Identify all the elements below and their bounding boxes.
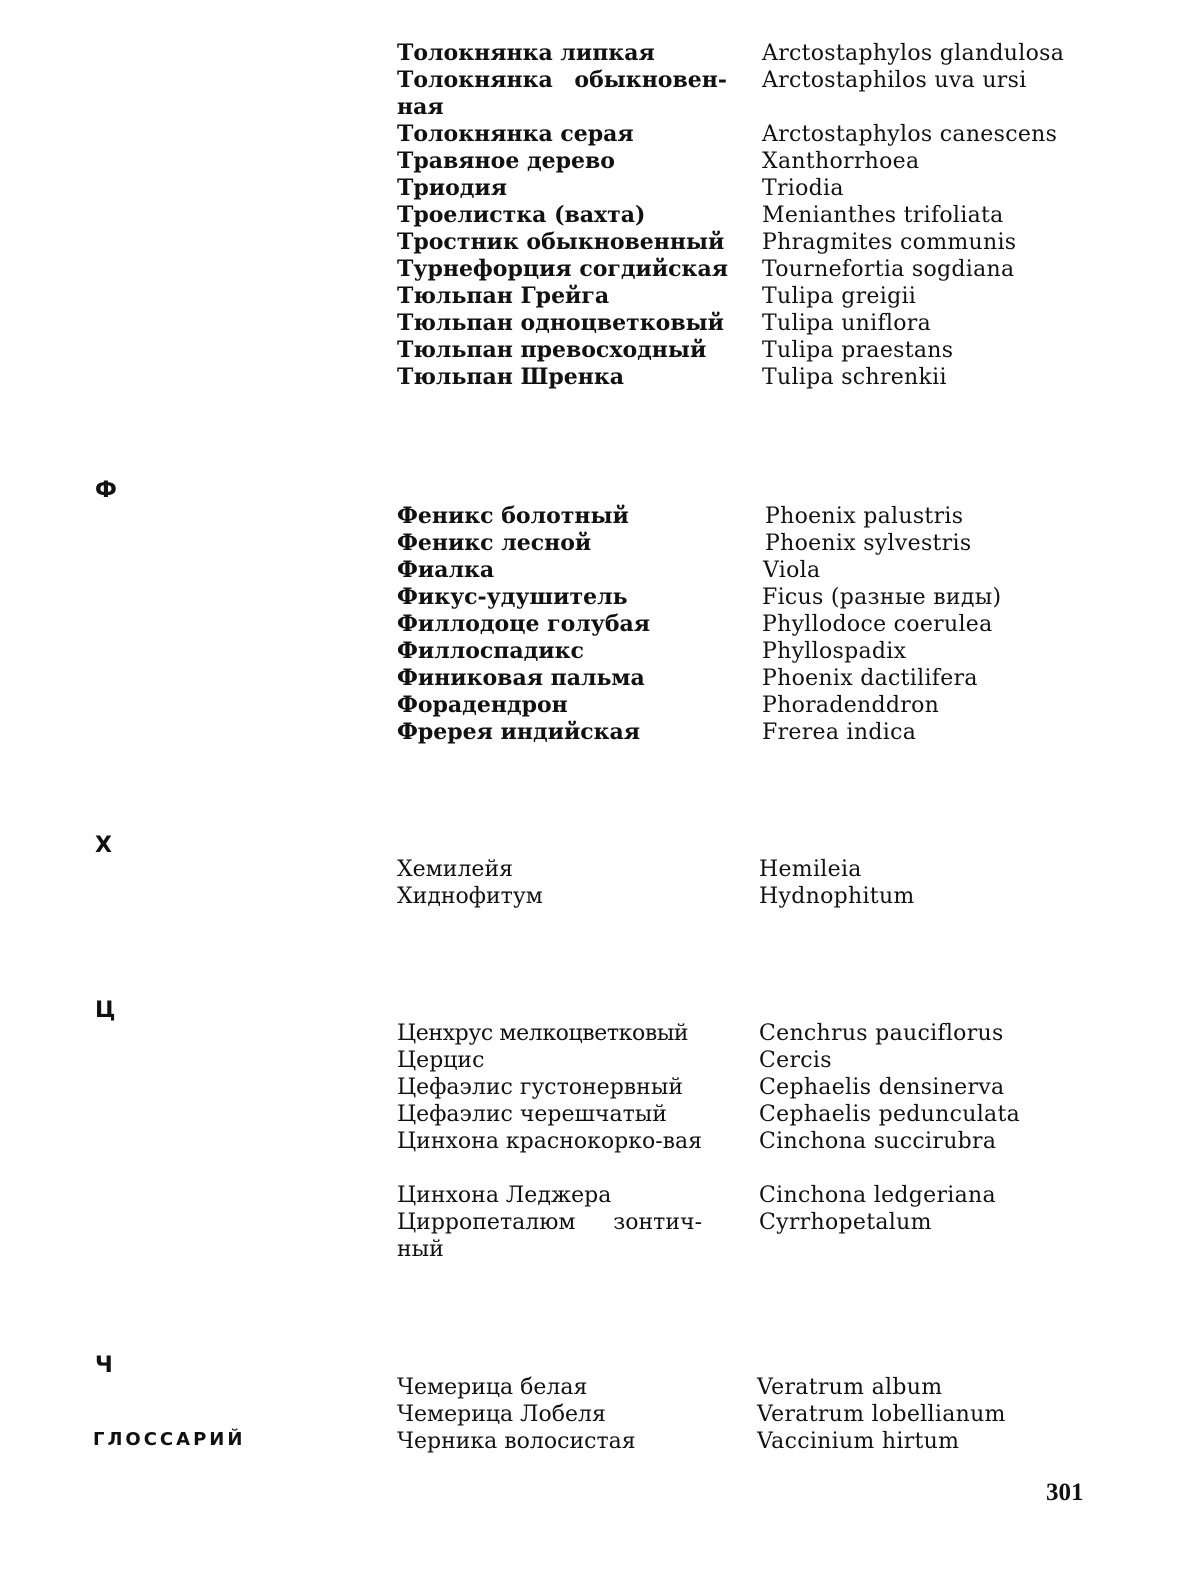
russian-name: Чемерица белая — [397, 1375, 588, 1400]
russian-name: Тростник обыкновенный — [397, 229, 725, 255]
glossary-entry — [0, 121, 1200, 148]
page-number: 301 — [1046, 1479, 1084, 1506]
glossary-entry — [0, 1047, 1200, 1074]
glossary-entry — [0, 665, 1200, 692]
latin-name: Xanthorrhoea — [762, 149, 920, 174]
glossary-entry — [0, 719, 1200, 746]
glossary-entry — [0, 557, 1200, 584]
russian-name: Феникс болотный — [397, 503, 629, 529]
latin-name: Veratrum album — [757, 1375, 943, 1400]
glossary-entry — [0, 1128, 1200, 1182]
russian-name: Хемилейя — [397, 857, 513, 882]
section-letter-kh: Х — [95, 833, 112, 858]
latin-name: Tulipa praestans — [762, 338, 954, 363]
russian-name: Тюльпан Грейга — [397, 283, 610, 309]
latin-name: Tulipa uniflora — [762, 311, 932, 336]
latin-name: Phoenix palustris — [765, 504, 964, 529]
glossary-entry — [0, 148, 1200, 175]
latin-name: Arctostaphylos glandulosa — [762, 41, 1065, 66]
latin-name: Tournefortia sogdiana — [762, 257, 1015, 282]
section-t-entries — [0, 40, 1200, 391]
russian-name: Филлодоце голубая — [397, 611, 651, 637]
glossary-entry — [0, 883, 1200, 910]
russian-name: Фререя индийская — [397, 719, 641, 745]
glossary-entry — [0, 1374, 1200, 1401]
latin-name: Cinchona ledgeriana — [759, 1183, 996, 1208]
running-footer-title: ГЛОССАРИЙ — [93, 1429, 246, 1450]
latin-name: Cephaelis pedunculata — [759, 1102, 1021, 1127]
russian-name: Цефаэлис черешчатый — [397, 1102, 667, 1127]
glossary-entry — [0, 1209, 1200, 1263]
glossary-entry — [0, 283, 1200, 310]
glossary-entry — [0, 1020, 1200, 1047]
latin-name: Cephaelis densinerva — [759, 1075, 1005, 1100]
glossary-entry — [0, 310, 1200, 337]
russian-name: Фикус-удушитель — [397, 584, 628, 610]
latin-name: Phoradenddron — [762, 693, 940, 718]
latin-name: Triodia — [762, 176, 844, 201]
glossary-entry — [0, 503, 1200, 530]
russian-name: Финиковая пальма — [397, 665, 645, 691]
russian-name: Цинхона Леджера — [397, 1183, 612, 1208]
section-f-entries — [0, 503, 1200, 746]
glossary-entry — [0, 202, 1200, 229]
latin-name: Phyllospadix — [762, 639, 907, 664]
latin-name: Cinchona succirubra — [759, 1129, 997, 1154]
glossary-entry — [0, 256, 1200, 283]
russian-name: Церцис — [397, 1048, 485, 1073]
section-letter-ts: Ц — [95, 998, 116, 1023]
section-letter-ch: Ч — [95, 1353, 113, 1378]
latin-name: Hemileia — [759, 857, 862, 882]
glossary-entry — [0, 638, 1200, 665]
latin-name: Veratrum lobellianum — [757, 1402, 1006, 1427]
glossary-entry — [0, 611, 1200, 638]
glossary-entry — [0, 40, 1200, 67]
latin-name: Frerea indica — [762, 720, 917, 745]
latin-name: Hydnophitum — [759, 884, 915, 909]
latin-name: Ficus (разные виды) — [762, 585, 1002, 610]
russian-name: Турнефорция согдийская — [397, 256, 728, 282]
latin-name: Tulipa greigii — [762, 284, 917, 309]
latin-name: Vaccinium hirtum — [757, 1429, 960, 1454]
latin-name: Cyrrhopetalum — [759, 1210, 932, 1235]
russian-name: Троелистка (вахта) — [397, 202, 646, 228]
latin-name: Phoenix sylvestris — [765, 531, 972, 556]
section-ts-entries — [0, 1020, 1200, 1263]
russian-name: Цирропеталюм зонтич-ный — [397, 1210, 702, 1262]
russian-name: Тюльпан превосходный — [397, 337, 707, 363]
glossary-entry — [0, 530, 1200, 557]
latin-name: Phyllodoce coerulea — [762, 612, 993, 637]
latin-name: Tulipa schrenkii — [762, 365, 947, 390]
russian-name: Толокнянка липкая — [397, 40, 655, 66]
glossary-entry — [0, 1182, 1200, 1209]
russian-name: Чемерица Лобеля — [397, 1402, 606, 1427]
russian-name: Черника волосистая — [397, 1429, 636, 1454]
section-kh-entries — [0, 856, 1200, 910]
latin-name: Viola — [763, 558, 821, 583]
glossary-entry — [0, 1401, 1200, 1428]
russian-name: Филлоспадикс — [397, 638, 584, 664]
glossary-entry — [0, 364, 1200, 391]
glossary-entry — [0, 584, 1200, 611]
russian-name: Тюльпан Шренка — [397, 364, 625, 390]
latin-name: Menianthes trifoliata — [762, 203, 1004, 228]
glossary-entry — [0, 67, 1200, 121]
russian-name: Хиднофитум — [397, 884, 543, 909]
russian-name: Травяное дерево — [397, 148, 615, 174]
russian-name: Ценхрус мелкоцветковый — [397, 1021, 689, 1046]
glossary-entry — [0, 337, 1200, 364]
russian-name: Толокнянка обыкновен-ная — [397, 67, 727, 120]
latin-name: Phragmites communis — [762, 230, 1017, 255]
latin-name: Arctostaphylos canescens — [762, 122, 1058, 147]
russian-name: Цинхона краснокорко-вая — [397, 1129, 703, 1154]
russian-name: Тюльпан одноцветковый — [397, 310, 724, 336]
russian-name: Форадендрон — [397, 692, 568, 718]
section-letter-f: Ф — [95, 478, 117, 503]
russian-name: Феникс лесной — [397, 530, 592, 556]
russian-name: Триодия — [397, 175, 507, 201]
russian-name: Толокнянка серая — [397, 121, 634, 147]
latin-name: Cenchrus pauciflorus — [759, 1021, 1004, 1046]
latin-name: Cercis — [759, 1048, 832, 1073]
latin-name: Phoenix dactilifera — [762, 666, 978, 691]
latin-name: Arctostaphilos uva ursi — [762, 68, 1027, 93]
glossary-entry — [0, 692, 1200, 719]
glossary-entry — [0, 229, 1200, 256]
russian-name: Цефаэлис густонервный — [397, 1075, 684, 1100]
glossary-entry — [0, 1101, 1200, 1128]
russian-name: Фиалка — [397, 557, 495, 583]
glossary-entry — [0, 175, 1200, 202]
glossary-entry — [0, 1074, 1200, 1101]
glossary-entry — [0, 856, 1200, 883]
